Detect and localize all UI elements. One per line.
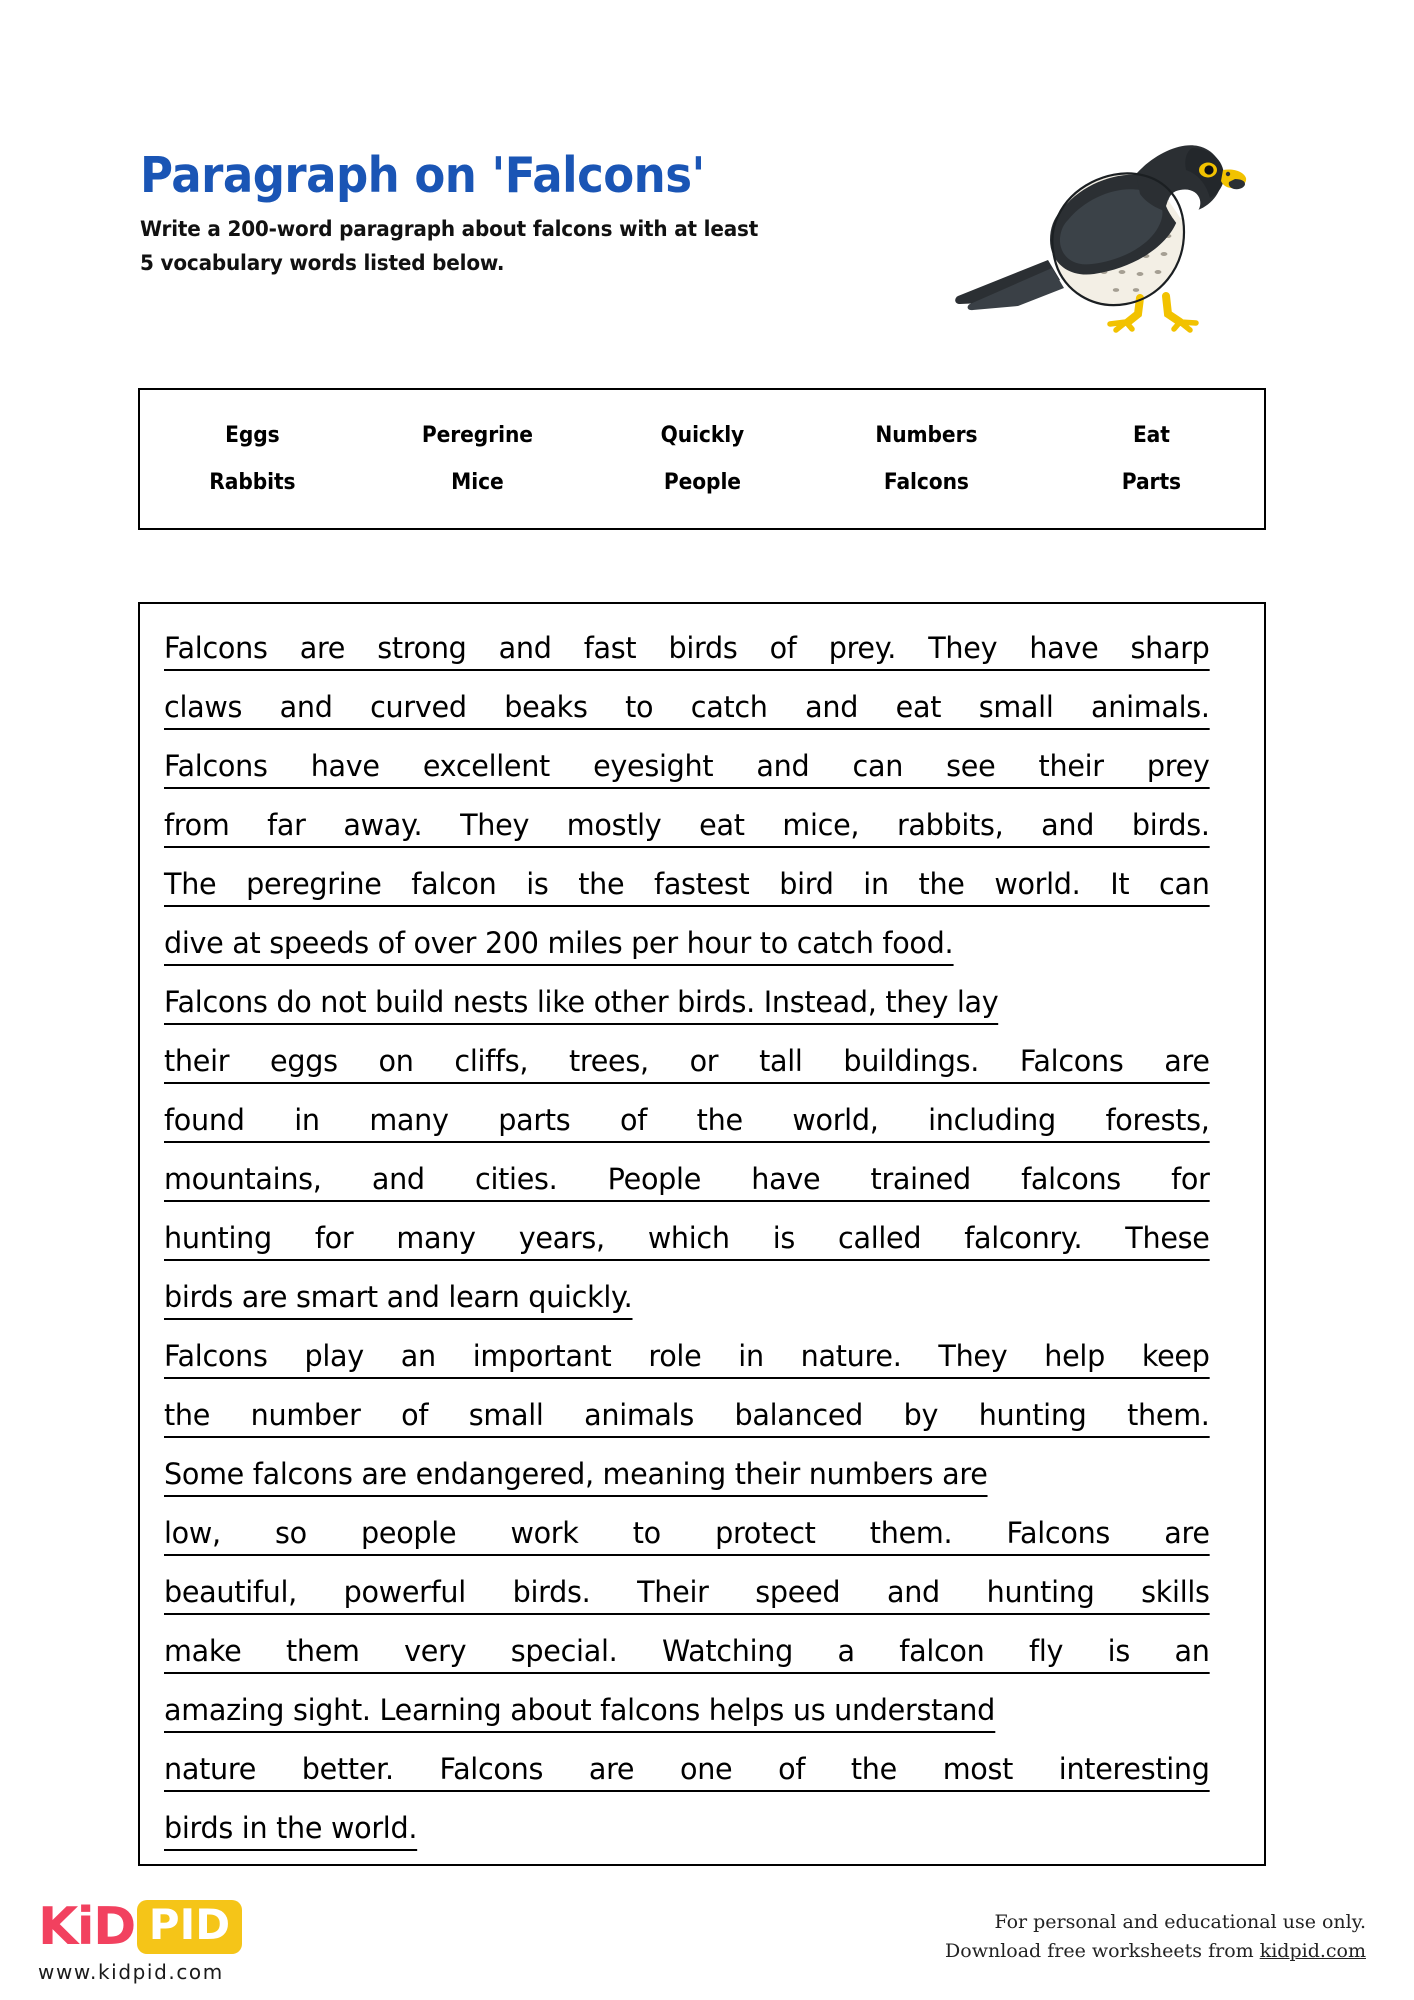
paragraph-word: help <box>1044 1339 1105 1373</box>
paragraph-word: special. <box>510 1634 618 1668</box>
paragraph-word: called <box>838 1221 922 1255</box>
paragraph-word: curved <box>370 690 467 724</box>
footer-note-prefix: Download free worksheets from <box>945 1940 1260 1963</box>
paragraph-word: for <box>314 1221 354 1255</box>
paragraph-word: of <box>778 1752 806 1786</box>
word-bank-item: Numbers <box>875 423 978 448</box>
paragraph-word: and <box>371 1162 425 1196</box>
paragraph-line <box>164 917 1240 976</box>
word-bank-item: Parts <box>1121 470 1182 495</box>
paragraph-word: better. <box>301 1752 394 1786</box>
paragraph-word: Watching <box>661 1634 793 1668</box>
paragraph-line-text <box>164 858 1210 910</box>
paragraph-word: make <box>164 1634 242 1668</box>
paragraph-line-text <box>164 1743 1210 1795</box>
paragraph-word: is <box>772 1221 796 1255</box>
paragraph-line <box>164 1448 1240 1507</box>
paragraph-line-text <box>164 1507 1210 1559</box>
paragraph-word: rabbits, <box>896 808 1004 842</box>
paragraph-word: balanced <box>734 1398 864 1432</box>
paragraph-word: of <box>769 631 797 665</box>
paragraph-word: peregrine <box>246 867 382 901</box>
paragraph-word: from <box>164 808 230 842</box>
paragraph-word: have <box>751 1162 821 1196</box>
paragraph-word: small <box>978 690 1054 724</box>
paragraph-line <box>164 681 1240 740</box>
paragraph-word: They <box>938 1339 1008 1373</box>
paragraph-word: eat <box>699 808 745 842</box>
paragraph-word: falcons <box>1021 1162 1121 1196</box>
paragraph-word: claws <box>164 690 243 724</box>
paragraph-word: which <box>647 1221 730 1255</box>
paragraph-word: skills <box>1141 1575 1210 1609</box>
paragraph-word: the <box>578 867 625 901</box>
paragraph-word: and <box>886 1575 940 1609</box>
paragraph-line-text <box>164 740 1210 792</box>
paragraph-word: falcon <box>899 1634 985 1668</box>
paragraph-line-text <box>164 681 1210 733</box>
paragraph-word: sharp <box>1130 631 1210 665</box>
paragraph-line-text <box>164 1566 1210 1618</box>
paragraph-word: a <box>837 1634 855 1668</box>
paragraph-word: animals <box>584 1398 694 1432</box>
paragraph-word: Falcons <box>439 1752 544 1786</box>
paragraph-word: nature <box>164 1752 257 1786</box>
paragraph-word: are <box>588 1752 635 1786</box>
paragraph-line <box>164 1566 1240 1625</box>
word-bank-item: Quickly <box>660 423 744 448</box>
paragraph-word: so <box>274 1516 307 1550</box>
paragraph-word: Their <box>637 1575 709 1609</box>
paragraph-word: world. <box>994 867 1081 901</box>
paragraph-word: birds. <box>512 1575 591 1609</box>
paragraph-word: falconry. <box>964 1221 1083 1255</box>
page-title: Paragraph on 'Falcons' <box>140 147 705 204</box>
instruction-line-2: 5 vocabulary words listed below. <box>140 250 505 276</box>
paragraph-word: birds. <box>1131 808 1210 842</box>
logo-wordmark <box>38 1898 338 1956</box>
paragraph-word: Falcons <box>164 1339 268 1373</box>
paragraph-line-text: birds in the world. <box>164 1802 417 1854</box>
paragraph-word: role <box>648 1339 702 1373</box>
paragraph-word: and <box>498 631 552 665</box>
paragraph-line-text <box>164 622 1210 674</box>
paragraph-line-text <box>164 1094 1210 1146</box>
paragraph-word: hunting <box>986 1575 1095 1609</box>
paragraph-line <box>164 799 1240 858</box>
word-bank-row-2 <box>140 470 1264 495</box>
paragraph-line <box>164 1035 1240 1094</box>
paragraph-line-text <box>164 1035 1210 1087</box>
paragraph-word: beautiful, <box>164 1575 297 1609</box>
paragraph-word: can <box>852 749 904 783</box>
paragraph-word: work <box>510 1516 579 1550</box>
paragraph-word: number <box>250 1398 361 1432</box>
paragraph-word: an <box>400 1339 436 1373</box>
paragraph-line-text <box>164 1389 1210 1441</box>
word-bank-item: People <box>663 470 741 495</box>
instruction-line-1: Write a 200-word paragraph about falcons with at least <box>140 217 759 243</box>
paragraph-line <box>164 1271 1240 1330</box>
paragraph-word: many <box>396 1221 476 1255</box>
paragraph-word: Falcons <box>164 749 268 783</box>
paragraph-word: are <box>299 631 346 665</box>
paragraph-line <box>164 1684 1240 1743</box>
paragraph-word: tall <box>759 1044 803 1078</box>
paragraph-word: hunting <box>164 1221 272 1255</box>
worksheet-header <box>140 147 1040 280</box>
paragraph-line-text: Some falcons are endangered, meaning their numbers are <box>164 1448 988 1500</box>
paragraph-word: important <box>472 1339 612 1373</box>
paragraph-word: cities. <box>475 1162 558 1196</box>
paragraph-word: in <box>863 867 889 901</box>
paragraph-word: many <box>369 1103 449 1137</box>
paragraph-word: an <box>1174 1634 1210 1668</box>
paragraph-word: and <box>756 749 810 783</box>
paragraph-word: found <box>164 1103 245 1137</box>
paragraph-word: of <box>401 1398 429 1432</box>
paragraph-word: world, <box>792 1103 879 1137</box>
paragraph-word: fastest <box>654 867 750 901</box>
paragraph-word: powerful <box>343 1575 466 1609</box>
footer-note-line-2 <box>945 1937 1366 1966</box>
paragraph-line <box>164 1802 1240 1861</box>
paragraph-word: have <box>310 749 380 783</box>
paragraph-line-text <box>164 1330 1210 1382</box>
paragraph-word: their <box>164 1044 230 1078</box>
paragraph-word: them. <box>869 1516 953 1550</box>
paragraph-word: play <box>304 1339 364 1373</box>
word-bank-item: Mice <box>450 470 504 495</box>
paragraph-word: can <box>1159 867 1210 901</box>
instruction-text <box>140 213 977 280</box>
paragraph-word: It <box>1110 867 1130 901</box>
word-bank-item: Rabbits <box>209 470 296 495</box>
paragraph-word: mice, <box>782 808 860 842</box>
paragraph-word: strong <box>377 631 467 665</box>
paragraph-word: mountains, <box>164 1162 322 1196</box>
footer-usage-note <box>945 1908 1366 1967</box>
paragraph-word: bird <box>779 867 834 901</box>
kidpid-link[interactable]: kidpid.com <box>1259 1940 1366 1963</box>
paragraph-word: Falcons <box>164 631 268 665</box>
paragraph-line-text: dive at speeds of over 200 miles per hour to catch food. <box>164 917 953 969</box>
paragraph-word: people <box>361 1516 457 1550</box>
paragraph-word: eggs <box>270 1044 338 1078</box>
paragraph-word: their <box>1038 749 1104 783</box>
paragraph-word: low, <box>164 1516 221 1550</box>
paragraph-line-text: birds are smart and learn quickly. <box>164 1271 632 1323</box>
paragraph-word: keep <box>1141 1339 1210 1373</box>
paragraph-word: They <box>928 631 998 665</box>
paragraph-word: them <box>285 1634 360 1668</box>
paragraph-word: on <box>378 1044 414 1078</box>
paragraph-word: in <box>738 1339 764 1373</box>
paragraph-word: birds <box>668 631 738 665</box>
paragraph-line <box>164 1625 1240 1684</box>
paragraph-word: or <box>689 1044 719 1078</box>
paragraph-word: most <box>942 1752 1014 1786</box>
paragraph-line <box>164 858 1240 917</box>
paragraph-word: and <box>1041 808 1095 842</box>
logo-website-url: www.kidpid.com <box>38 1960 224 1984</box>
paragraph-line <box>164 740 1240 799</box>
paragraph-word: away. <box>343 808 423 842</box>
paragraph-word: fast <box>583 631 637 665</box>
paragraph-word: falcon <box>411 867 497 901</box>
paragraph-word: The <box>164 867 217 901</box>
paragraph-word: animals. <box>1091 690 1210 724</box>
paragraph-word: them. <box>1127 1398 1210 1432</box>
paragraph-word: speed <box>755 1575 841 1609</box>
paragraph-word: is <box>1107 1634 1130 1668</box>
word-bank-item: Peregrine <box>421 423 533 448</box>
paragraph-word: and <box>279 690 333 724</box>
paragraph-line <box>164 1389 1240 1448</box>
paragraph-word: far <box>267 808 306 842</box>
paragraph-word: including <box>928 1103 1056 1137</box>
paragraph-line-text <box>164 1625 1210 1677</box>
paragraph-line <box>164 976 1240 1035</box>
paragraph-word: the <box>918 867 965 901</box>
paragraph-word: prey <box>1146 749 1210 783</box>
paragraph-word: These <box>1125 1221 1210 1255</box>
falcon-icon <box>940 108 1260 338</box>
paragraph-word: Falcons <box>1006 1516 1111 1550</box>
paragraph-line <box>164 1743 1240 1802</box>
paragraph-line-text <box>164 1153 1210 1205</box>
paragraph-word: are <box>1164 1044 1210 1078</box>
paragraph-word: beaks <box>504 690 588 724</box>
paragraph-word: is <box>526 867 549 901</box>
paragraph-word: and <box>805 690 859 724</box>
paragraph-word: prey. <box>828 631 897 665</box>
paragraph-word: eat <box>895 690 942 724</box>
paragraph-word: protect <box>715 1516 816 1550</box>
paragraph-word: of <box>620 1103 648 1137</box>
paragraph-word: trees, <box>568 1044 649 1078</box>
paragraph-line <box>164 622 1240 681</box>
paragraph-line <box>164 1094 1240 1153</box>
paragraph-line-text: amazing sight. Learning about falcons helps us understand <box>164 1684 995 1736</box>
paragraph-line-text <box>164 1212 1210 1264</box>
paragraph-word: have <box>1029 631 1099 665</box>
paragraph-word: eyesight <box>593 749 714 783</box>
kidpid-logo <box>38 1898 338 1984</box>
paragraph-word: Falcons <box>1019 1044 1124 1078</box>
paragraph-word: catch <box>690 690 768 724</box>
paragraph-line <box>164 1212 1240 1271</box>
paragraph-word: are <box>1164 1516 1210 1550</box>
logo-kid-text: KiD <box>38 1897 135 1957</box>
paragraph-word: excellent <box>422 749 550 783</box>
paragraph-word: very <box>404 1634 467 1668</box>
paragraph-word: to <box>625 690 654 724</box>
paragraph-word: see <box>946 749 996 783</box>
paragraph-word: the <box>696 1103 743 1137</box>
word-bank-item: Eggs <box>225 423 280 448</box>
logo-pid-text: PID <box>148 1900 231 1950</box>
paragraph-word: hunting <box>978 1398 1087 1432</box>
paragraph-line <box>164 1153 1240 1212</box>
paragraph-word: buildings. <box>843 1044 980 1078</box>
paragraph-word: to <box>632 1516 661 1550</box>
paragraph-word: by <box>903 1398 939 1432</box>
paragraph-answer-box[interactable] <box>138 602 1266 1866</box>
paragraph-word: forests, <box>1105 1103 1210 1137</box>
word-bank-item: Eat <box>1133 423 1171 448</box>
paragraph-word: the <box>850 1752 897 1786</box>
paragraph-line <box>164 1330 1240 1389</box>
paragraph-word: interesting <box>1058 1752 1210 1786</box>
paragraph-word: trained <box>870 1162 971 1196</box>
paragraph-word: mostly <box>566 808 662 842</box>
paragraph-word: small <box>468 1398 544 1432</box>
paragraph-word: in <box>294 1103 320 1137</box>
paragraph-word: People <box>607 1162 702 1196</box>
paragraph-word: cliffs, <box>454 1044 529 1078</box>
paragraph-line <box>164 1507 1240 1566</box>
paragraph-word: parts <box>498 1103 571 1137</box>
paragraph-word: They <box>460 808 530 842</box>
word-bank-row-1 <box>140 423 1264 448</box>
word-bank-item: Falcons <box>884 470 970 495</box>
logo-pid-badge <box>137 1900 242 1953</box>
paragraph-word: the <box>164 1398 211 1432</box>
falcon-illustration <box>940 108 1260 338</box>
paragraph-word: one <box>679 1752 733 1786</box>
paragraph-word: for <box>1171 1162 1210 1196</box>
paragraph-line-text <box>164 799 1210 851</box>
vocabulary-word-bank <box>138 388 1266 530</box>
footer-note-line-1: For personal and educational use only. <box>994 1911 1366 1933</box>
paragraph-word: nature. <box>800 1339 902 1373</box>
paragraph-word: years, <box>518 1221 605 1255</box>
paragraph-line-text: Falcons do not build nests like other birds. Instead, they lay <box>164 976 998 1028</box>
paragraph-word: fly <box>1029 1634 1064 1668</box>
